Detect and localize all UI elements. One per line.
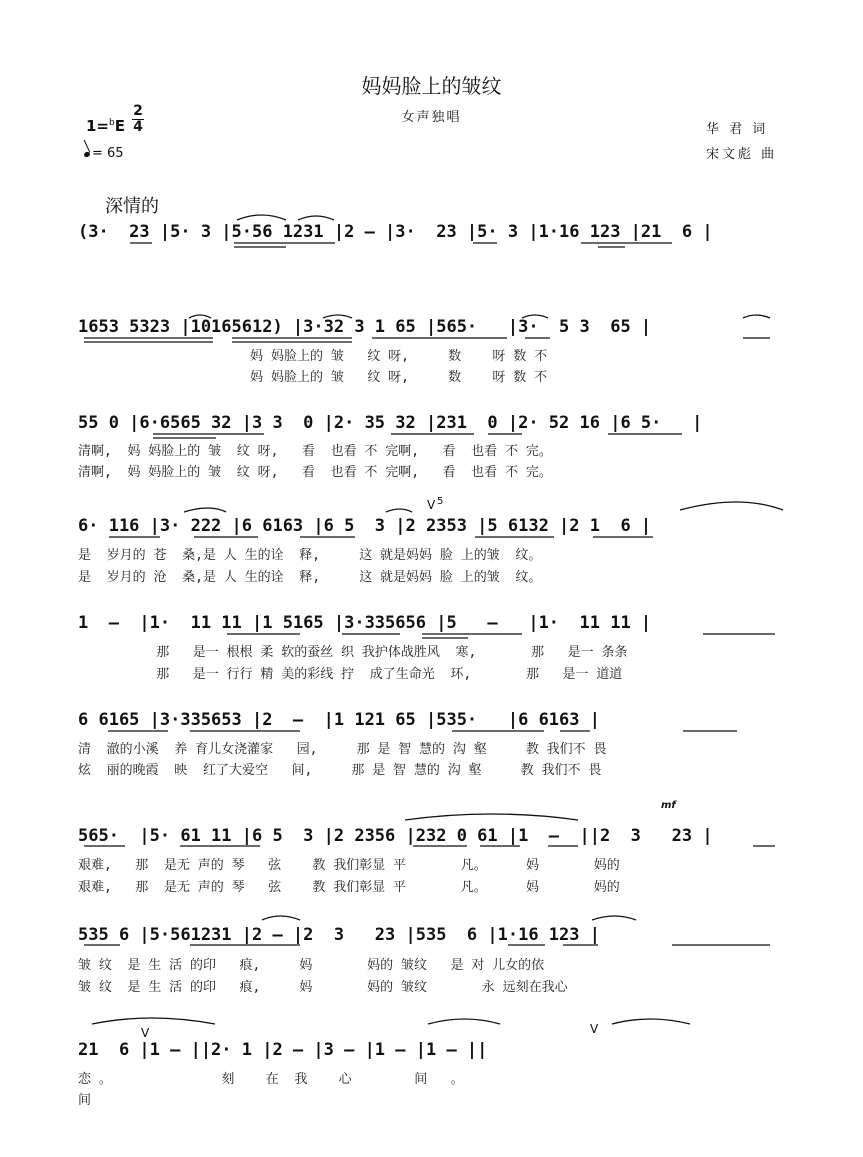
system-3-lyric-2: 清啊, 妈 妈脸上的 皱 纹 呀, 看 也看 不 完啊, 看 也看 不 完。 [78,465,552,480]
system-5-lyric-2: 那 是一 行行 精 美的彩线 拧 成了生命光 环, 那 是一 道道 [78,667,623,682]
system-2-lyric-1: 妈 妈脸上的 皱 纹 呀, 数 呀 数 不 [78,349,548,364]
system-7-notes: 565· |5· 61 11 |6 5 3 |2 2356 |232 0 61 |1 – ||2 3 23 | [78,826,713,846]
key-signature [86,117,125,135]
system-6-lyric-1: 清 澈的小溪 养 育儿女浇灌家 园, 那 是 智 慧的 沟 壑 教 我们不 畏 [78,742,607,757]
system-6-lyric-2: 炫 丽的晚霞 映 红了大爱空 间, 那 是 智 慧的 沟 壑 教 我们不 畏 [78,763,602,778]
system-4-notes: 6· 116 |3· 222 |6 6163 |6 5 3 |2 2353 |5 6132 |2 1 6 | [78,516,652,536]
system-8-notes: 535 6 |5·561231 |2 – |2 3 23 |535 6 |1·16 123 | [78,925,600,945]
system-3-lyric-1: 清啊, 妈 妈脸上的 皱 纹 呀, 看 也看 不 完啊, 看 也看 不 完。 [78,444,552,459]
quarter-note-icon [83,151,91,158]
system-9-lyric-1: 恋 。 刻 在 我 心 间 。 [78,1072,464,1087]
breath-number: 5 [437,496,444,507]
tempo-marking [84,146,124,161]
time-top: 2 [133,103,143,119]
key-prefix: 1= [86,117,110,135]
song-title: 妈妈脸上的皱纹 [361,74,502,98]
key-letter: E [114,117,125,135]
tempo-value: = 65 [92,146,124,161]
system-3-notes: 55 0 |6·6565 32 |3 3 0 |2· 35 32 |231 0 |2· 52 16 |6 5· | [78,413,703,433]
time-bottom: 4 [133,119,143,135]
system-8-lyric-2: 皱 纹 是 生 活 的印 痕, 妈 妈的 皱纹 永 远刻在我心 [78,980,568,995]
lyricist-credit: 华 君 词 [706,122,769,137]
flat-sign: b [109,118,115,128]
performance-type: 女声独唱 [401,110,462,125]
breath-mark-icon-3: V [590,1022,599,1036]
system-7-lyric-2: 艰难, 那 是无 声的 琴 弦 教 我们彰显 平 凡。 妈 妈的 [78,880,620,895]
time-signature [131,104,145,135]
system-2-lyric-2: 妈 妈脸上的 皱 纹 呀, 数 呀 数 不 [78,370,548,385]
breath-mark-icon-2: V [141,1026,150,1040]
system-2-notes: 1653 5323 |10165612) |3·32 3 1 65 |565· |3· 5 3 65 | [78,317,652,337]
system-8-lyric-1: 皱 纹 是 生 活 的印 痕, 妈 妈的 皱纹 是 对 儿女的依 [78,958,545,973]
system-9-lyric-2: 间 [78,1093,92,1108]
system-4-lyric-1: 是 岁月的 苍 桑,是 人 生的诠 释, 这 就是妈妈 脸 上的皱 纹。 [78,548,542,563]
breath-mark-icon: V [427,498,436,512]
expression-marking: 深情的 [105,196,159,217]
system-7-lyric-1: 艰难, 那 是无 声的 琴 弦 教 我们彰显 平 凡。 妈 妈的 [78,858,620,873]
system-5-lyric-1: 那 是一 根根 柔 软的蚕丝 织 我护体战胜风 寒, 那 是一 条条 [78,645,628,660]
system-1-notes: (3· 23 |5· 3 |5·56 1231 |2 – |3· 23 |5· 3 |1·16 123 |21 6 | [78,222,713,242]
system-5-notes: 1 – |1· 11 11 |1 5165 |3·335656 |5 – |1· 11 11 | [78,613,652,633]
system-9-notes: 21 6 |1 – ||2· 1 |2 – |3 – |1 – |1 – || [78,1040,488,1060]
composer-credit: 宋文彪 曲 [706,147,778,162]
system-6-notes: 6 6165 |3·335653 |2 – |1 121 65 |535· |6 6163 | [78,710,600,730]
system-4-lyric-2: 是 岁月的 沧 桑,是 人 生的诠 释, 这 就是妈妈 脸 上的皱 纹。 [78,570,542,585]
dynamic-mf: mf [661,800,676,811]
